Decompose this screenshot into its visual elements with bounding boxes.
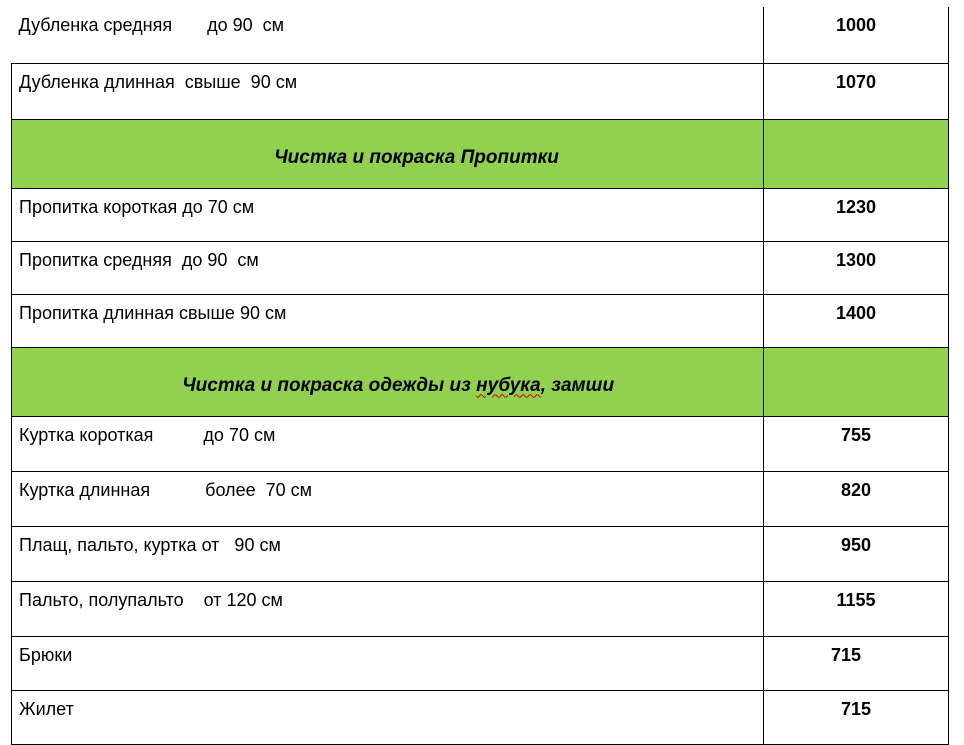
table-row (12, 188, 949, 241)
section-header-row (12, 119, 949, 188)
service-name: Куртка длинная более 70 см (12, 471, 764, 526)
section-title-text-end: , замши (540, 374, 615, 396)
service-name: Жилет (12, 690, 764, 744)
service-price: 1400 (764, 294, 949, 347)
service-price: 715 (764, 636, 949, 690)
service-price: 715 (764, 690, 949, 744)
service-name: Плащ, пальто, куртка от 90 см (12, 526, 764, 581)
table-row (12, 294, 949, 347)
service-name: Пальто, полупальто от 120 см (12, 581, 764, 636)
section-empty-cell (764, 119, 949, 188)
service-price: 820 (764, 471, 949, 526)
service-name: Пропитка длинная свыше 90 см (12, 294, 764, 347)
service-price: 755 (764, 416, 949, 471)
table-row (12, 241, 949, 294)
section-title (12, 119, 764, 188)
table-row (12, 416, 949, 471)
service-price: 1155 (764, 581, 949, 636)
table-row (12, 526, 949, 581)
service-name: Куртка короткая до 70 см (12, 416, 764, 471)
service-name: Брюки (12, 636, 764, 690)
table-row (12, 636, 949, 690)
service-price: 1230 (764, 188, 949, 241)
service-name: Пропитка средняя до 90 см (12, 241, 764, 294)
section-title-text: Чистка и покраска одежды из (182, 374, 477, 396)
price-table (11, 7, 949, 745)
section-title (12, 347, 764, 416)
service-price: 1300 (764, 241, 949, 294)
table-row (12, 471, 949, 526)
section-title-text: Чистка и покраска Пропитки (274, 146, 559, 168)
service-price: 950 (764, 526, 949, 581)
service-name: Дубленка длинная свыше 90 см (12, 63, 764, 119)
service-name: Дубленка средняя до 90 см (12, 7, 764, 63)
table-row (12, 7, 949, 63)
table-row (12, 581, 949, 636)
section-empty-cell (764, 347, 949, 416)
section-header-row (12, 347, 949, 416)
service-name: Пропитка короткая до 70 см (12, 188, 764, 241)
table-row (12, 690, 949, 744)
section-title-underlined: нубука (476, 374, 541, 396)
table-row (12, 63, 949, 119)
service-price: 1070 (764, 63, 949, 119)
service-price: 1000 (764, 7, 949, 63)
